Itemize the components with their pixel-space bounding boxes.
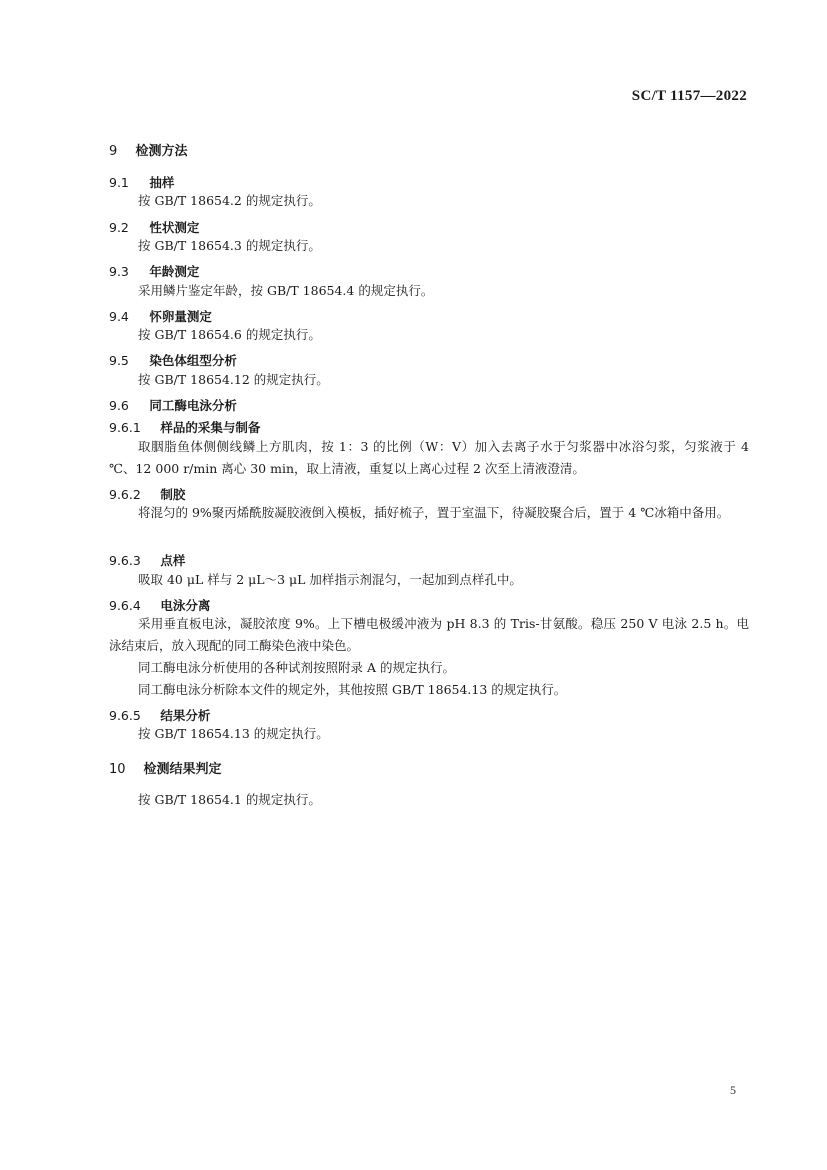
section-9-6-1-heading [109, 418, 260, 436]
section-title: 电泳分离 [160, 598, 211, 613]
section-number: 9.5 [109, 353, 129, 368]
section-number: 9.6.2 [109, 487, 141, 502]
section-9-4-heading [109, 307, 212, 325]
section-9-heading [109, 140, 188, 159]
section-9-4-text: 按 GB/T 18654.6 的规定执行。 [138, 327, 321, 342]
section-number: 9.6.5 [109, 708, 141, 723]
section-9-1-heading [109, 173, 174, 191]
section-title: 年龄测定 [149, 264, 200, 279]
section-title: 结果分析 [160, 708, 211, 723]
section-title: 检测结果判定 [143, 762, 222, 777]
section-9-5-text: 按 GB/T 18654.12 的规定执行。 [138, 372, 329, 387]
section-number: 9.6 [109, 398, 129, 413]
section-number: 9.3 [109, 264, 129, 279]
section-9-6-5-heading [109, 706, 210, 724]
section-9-6-2-text: 将混匀的 9%聚丙烯酰胺凝胶液倒入模板，插好梳子，置于室温下，待凝胶聚合后，置于 4 ℃冰箱中备用。 [138, 505, 730, 520]
section-9-3-text: 采用鳞片鉴定年龄，按 GB/T 18654.4 的规定执行。 [138, 283, 434, 298]
section-title: 染色体组型分析 [149, 353, 237, 368]
section-9-6-2-heading [109, 485, 185, 503]
section-9-6-3-heading [109, 551, 185, 569]
section-number: 9.2 [109, 220, 129, 235]
section-9-5-heading [109, 351, 237, 369]
section-number: 9.1 [109, 175, 129, 190]
section-9-6-heading [109, 396, 237, 414]
section-9-6-4-heading [109, 596, 210, 614]
section-number: 9.6.4 [109, 598, 141, 613]
page-number: 5 [730, 1083, 736, 1097]
section-title: 怀卵量测定 [149, 309, 212, 324]
section-9-2-text: 按 GB/T 18654.3 的规定执行。 [138, 238, 321, 253]
section-9-6-3-text: 吸取 40 μL 样与 2 μL～3 μL 加样指示剂混匀，一起加到点样孔中。 [138, 572, 522, 587]
section-9-1-text: 按 GB/T 18654.2 的规定执行。 [138, 193, 321, 208]
section-title: 同工酶电泳分析 [149, 398, 237, 413]
section-number: 10 [109, 762, 126, 777]
section-number: 9.4 [109, 309, 129, 324]
section-9-6-4-text-2: 同工酶电泳分析使用的各种试剂按照附录 A 的规定执行。 [138, 660, 455, 675]
section-10-text: 按 GB/T 18654.1 的规定执行。 [138, 792, 321, 807]
section-number: 9.6.3 [109, 553, 141, 568]
section-9-2-heading [109, 218, 199, 236]
section-title: 点样 [160, 553, 186, 568]
section-10-heading [109, 758, 222, 777]
section-title: 样品的采集与制备 [160, 420, 261, 435]
section-9-6-1-text: 取胭脂鱼体侧侧线鳞上方肌肉，按 1：3 的比例（W：V）加入去离子水于匀浆器中冰浴匀浆，匀浆液于 4 ℃、12 000 r/min 离心 30 min，取上清液，重复以上离心过程 2 次至上清液澄清。 [109, 439, 749, 476]
standard-code: SC/T 1157—2022 [631, 88, 747, 104]
section-title: 检测方法 [135, 144, 188, 159]
section-title: 抽样 [149, 175, 175, 190]
section-9-6-5-text: 按 GB/T 18654.13 的规定执行。 [138, 726, 329, 741]
section-9-6-4-text-3: 同工酶电泳分析除本文件的规定外，其他按照 GB/T 18654.13 的规定执行。 [138, 682, 567, 697]
section-number: 9.6.1 [109, 420, 141, 435]
section-9-3-heading [109, 262, 199, 280]
section-number: 9 [109, 144, 118, 159]
section-9-6-4-text: 采用垂直板电泳，凝胶浓度 9%。上下槽电极缓冲液为 pH 8.3 的 Tris-甘氨酸。稳压 250 V 电泳 2.5 h。电泳结束后，放入现配的同工酶染色液中染色。 [109, 616, 749, 653]
section-title: 制胶 [160, 487, 186, 502]
section-title: 性状测定 [149, 220, 200, 235]
